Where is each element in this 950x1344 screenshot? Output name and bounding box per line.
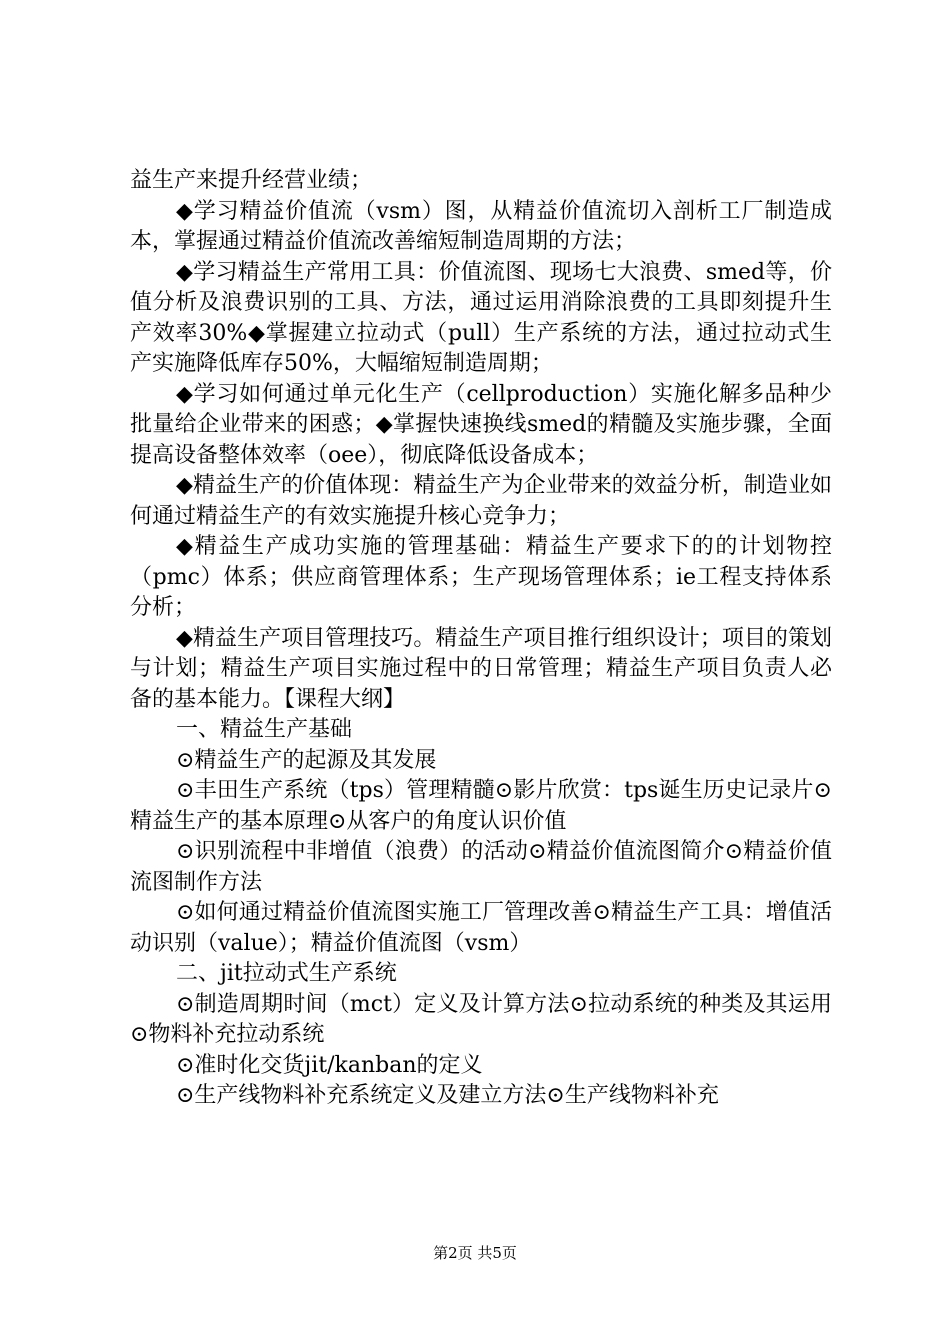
paragraph: ⊙生产线物料补充系统定义及建立方法⊙生产线物料补充 — [176, 1083, 719, 1108]
paragraph: ⊙丰田生产系统（tps）管理精髓⊙影片欣赏：tps诞生历史记录片⊙精益生产的基本原理⊙从客户的角度认识价值 — [130, 778, 832, 834]
paragraph: 一、精益生产基础 — [176, 717, 353, 742]
body-text — [130, 166, 832, 1112]
paragraph: ⊙制造周期时间（mct）定义及计算方法⊙拉动系统的种类及其运用⊙物料补充拉动系统 — [130, 991, 832, 1047]
paragraph: 益生产来提升经营业绩； — [130, 168, 373, 193]
paragraph: ◆学习精益价值流（vsm）图，从精益价值流切入剖析工厂制造成本，掌握通过精益价值流改善缩短制造周期的方法； — [130, 198, 832, 254]
paragraph: ◆精益生产成功实施的管理基础：精益生产要求下的的计划物控（pmc）体系；供应商管理体系；生产现场管理体系；ie工程支持体系分析； — [130, 534, 832, 620]
paragraph: ◆学习如何通过单元化生产（cellproduction）实施化解多品种少批量给企业带来的困惑；◆掌握快速换线smed的精髓及实施步骤，全面提高设备整体效率（oee），彻底降低设备成本； — [130, 381, 832, 468]
paragraph: ◆精益生产的价值体现：精益生产为企业带来的效益分析，制造业如何通过精益生产的有效实施提升核心竞争力； — [130, 473, 832, 529]
paragraph: ⊙准时化交货jit/kanban的定义 — [176, 1052, 483, 1078]
paragraph: ⊙精益生产的起源及其发展 — [176, 747, 437, 773]
paragraph: 二、jit拉动式生产系统 — [176, 961, 397, 986]
page-footer: 第2页 共5页 — [433, 1244, 517, 1262]
paragraph: ◆精益生产项目管理技巧。精益生产项目推行组织设计；项目的策划与计划；精益生产项目实施过程中的日常管理；精益生产项目负责人必备的基本能力。【课程大纲】 — [130, 625, 832, 712]
paragraph: ⊙识别流程中非增值（浪费）的活动⊙精益价值流图简介⊙精益价值流图制作方法 — [130, 839, 832, 895]
paragraph: ⊙如何通过精益价值流图实施工厂管理改善⊙精益生产工具：增值活动识别（value）；精益价值流图（vsm） — [130, 900, 832, 956]
paragraph: ◆学习精益生产常用工具：价值流图、现场七大浪费、smed等，价值分析及浪费识别的工具、方法，通过运用消除浪费的工具即刻提升生产效率30%◆掌握建立拉动式（pull）生产系统的方法，通过拉动式生产实施降低库存50%，大幅缩短制造周期； — [130, 259, 832, 376]
